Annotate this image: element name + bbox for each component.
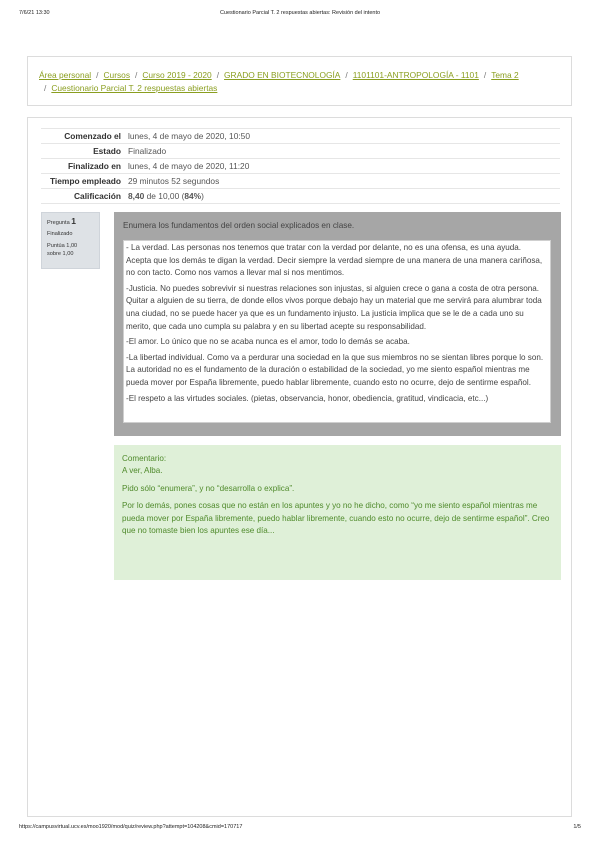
attempt-review	[27, 117, 572, 817]
grade-percent: 84%	[184, 191, 202, 201]
breadcrumb-link-area-personal[interactable]: Área personal	[39, 70, 92, 80]
answer-box	[123, 240, 551, 423]
print-footer	[19, 824, 581, 834]
summary-label: Calificación	[41, 189, 125, 204]
breadcrumb-separator: /	[96, 70, 99, 80]
answer-paragraph: - La verdad. Las personas nos tenemos que tratar con la verdad por delante, no es una ofensa, es una ayuda. Acepta que los demás te digan la verdad. Decir siempre la verdad siempre de una manera de una manera cariñosa, no con tacto. Como nos vamos a llevar mal si nos mentimos.	[126, 243, 543, 278]
teacher-feedback	[114, 445, 561, 580]
summary-value: Finalizado	[125, 144, 560, 159]
breadcrumb-separator: /	[216, 70, 220, 80]
print-page-title: Cuestionario Parcial T. 2 respuestas abiertas: Revisión del intento	[219, 10, 381, 16]
print-datetime: 7/6/21 13:30	[19, 10, 50, 16]
answer-paragraph: -El respeto a las virtudes sociales. (pietas, observancia, honor, obediencia, gratitud, vindicacia, etc...)	[126, 393, 489, 403]
summary-row-time-taken	[41, 174, 560, 189]
summary-value: 29 minutos 52 segundos	[125, 174, 560, 189]
feedback-greeting: A ver, Alba.	[122, 466, 163, 476]
breadcrumb	[39, 69, 561, 95]
grade-close: )	[201, 191, 204, 201]
attempt-summary-table	[41, 128, 560, 204]
answer-paragraph: -Justicia. No puedes sobrevivir si nuestras relaciones son injustas, si alguien crece o gana a costa de otra persona. Quitar a alguien de su tierra, de donde ellos vivos porque debajo hay un material que me servirá para alumbrar toda una ciudad, no se puede hacer ya que es un fundamento injusto. La justicia implica que se le de a cada uno su merito, que cada uno cumpla su palabra y en su libertad acepte su responsabilidad.	[126, 283, 542, 331]
breadcrumb-link-tema[interactable]: Tema 2	[491, 70, 519, 80]
breadcrumb-separator: /	[345, 70, 348, 80]
question-prefix: Pregunta	[47, 220, 70, 226]
question-score-line2: sobre 1,00	[47, 251, 74, 257]
feedback-title: Comentario:	[122, 454, 167, 463]
grade-score: 8,40	[128, 191, 145, 201]
question-score-line1: Puntúa 1,00	[47, 243, 78, 249]
answer-paragraph: -La libertad individual. Como va a perdurar una sociedad en la que sus miembros no se sientan libres porque lo son. La autoridad no es el fundamento de la duración o estabilidad de la sociedad, yo me siento español mientras me pueda mover por España libremente, puedo hablar libremente, cuando esto no ocurre, dejo de sentirme español.	[126, 352, 544, 387]
summary-row-finished	[41, 159, 560, 174]
question-info	[41, 212, 100, 269]
question-formulation	[114, 212, 561, 436]
breadcrumb-separator: /	[483, 70, 487, 80]
breadcrumb-separator: /	[44, 83, 47, 93]
summary-label: Finalizado en	[41, 159, 125, 174]
summary-row-state	[41, 144, 560, 159]
summary-label: Estado	[41, 144, 125, 159]
question-state: Finalizado	[47, 231, 73, 237]
breadcrumb-container	[27, 56, 572, 106]
grade-value	[125, 189, 560, 204]
question-number-value: 1	[71, 216, 76, 226]
breadcrumb-link-curso[interactable]: Curso 2019 - 2020	[142, 70, 212, 80]
breadcrumb-link-asignatura[interactable]: 1101101-ANTROPOLOGÍA - 1101	[352, 70, 479, 80]
feedback-text: Por lo demás, pones cosas que no están en los apuntes y yo no he dicho, como “yo me siento español mientras me pueda mover por España libremente, puedo hablar libremente, cuando esto no ocurre, dejo de sentirme español”. Creo que no tomaste bien los apuntes ese día...	[122, 501, 550, 536]
feedback-text: Pido sólo “enumera”, y no “desarrolla o explica”.	[122, 483, 295, 493]
grade-max: de 10,00 (	[144, 191, 185, 201]
print-header	[19, 10, 581, 20]
summary-value: lunes, 4 de mayo de 2020, 10:50	[125, 129, 560, 144]
print-page-number: 1/5	[573, 824, 581, 830]
breadcrumb-link-cursos[interactable]: Cursos	[103, 70, 131, 80]
breadcrumb-link-grado[interactable]: GRADO EN BIOTECNOLOGÍA	[224, 70, 341, 80]
breadcrumb-separator: /	[135, 70, 138, 80]
summary-row-started	[41, 129, 560, 144]
breadcrumb-link-cuestionario[interactable]: Cuestionario Parcial T. 2 respuestas abiertas	[51, 83, 218, 93]
question-text: Enumera los fundamentos del orden social explicados en clase.	[123, 221, 355, 230]
answer-paragraph: -El amor. Lo único que no se acaba nunca es el amor, todo lo demás se acaba.	[126, 337, 410, 347]
summary-label: Tiempo empleado	[41, 174, 125, 189]
print-url: https://campusvirtual.ucv.es/moo1920/mod/quiz/review.php?attempt=104208&cmid=170717	[19, 824, 243, 830]
summary-value: lunes, 4 de mayo de 2020, 11:20	[125, 159, 560, 174]
summary-label: Comenzado el	[41, 129, 125, 144]
summary-row-grade	[41, 189, 560, 204]
question-number	[47, 217, 94, 227]
